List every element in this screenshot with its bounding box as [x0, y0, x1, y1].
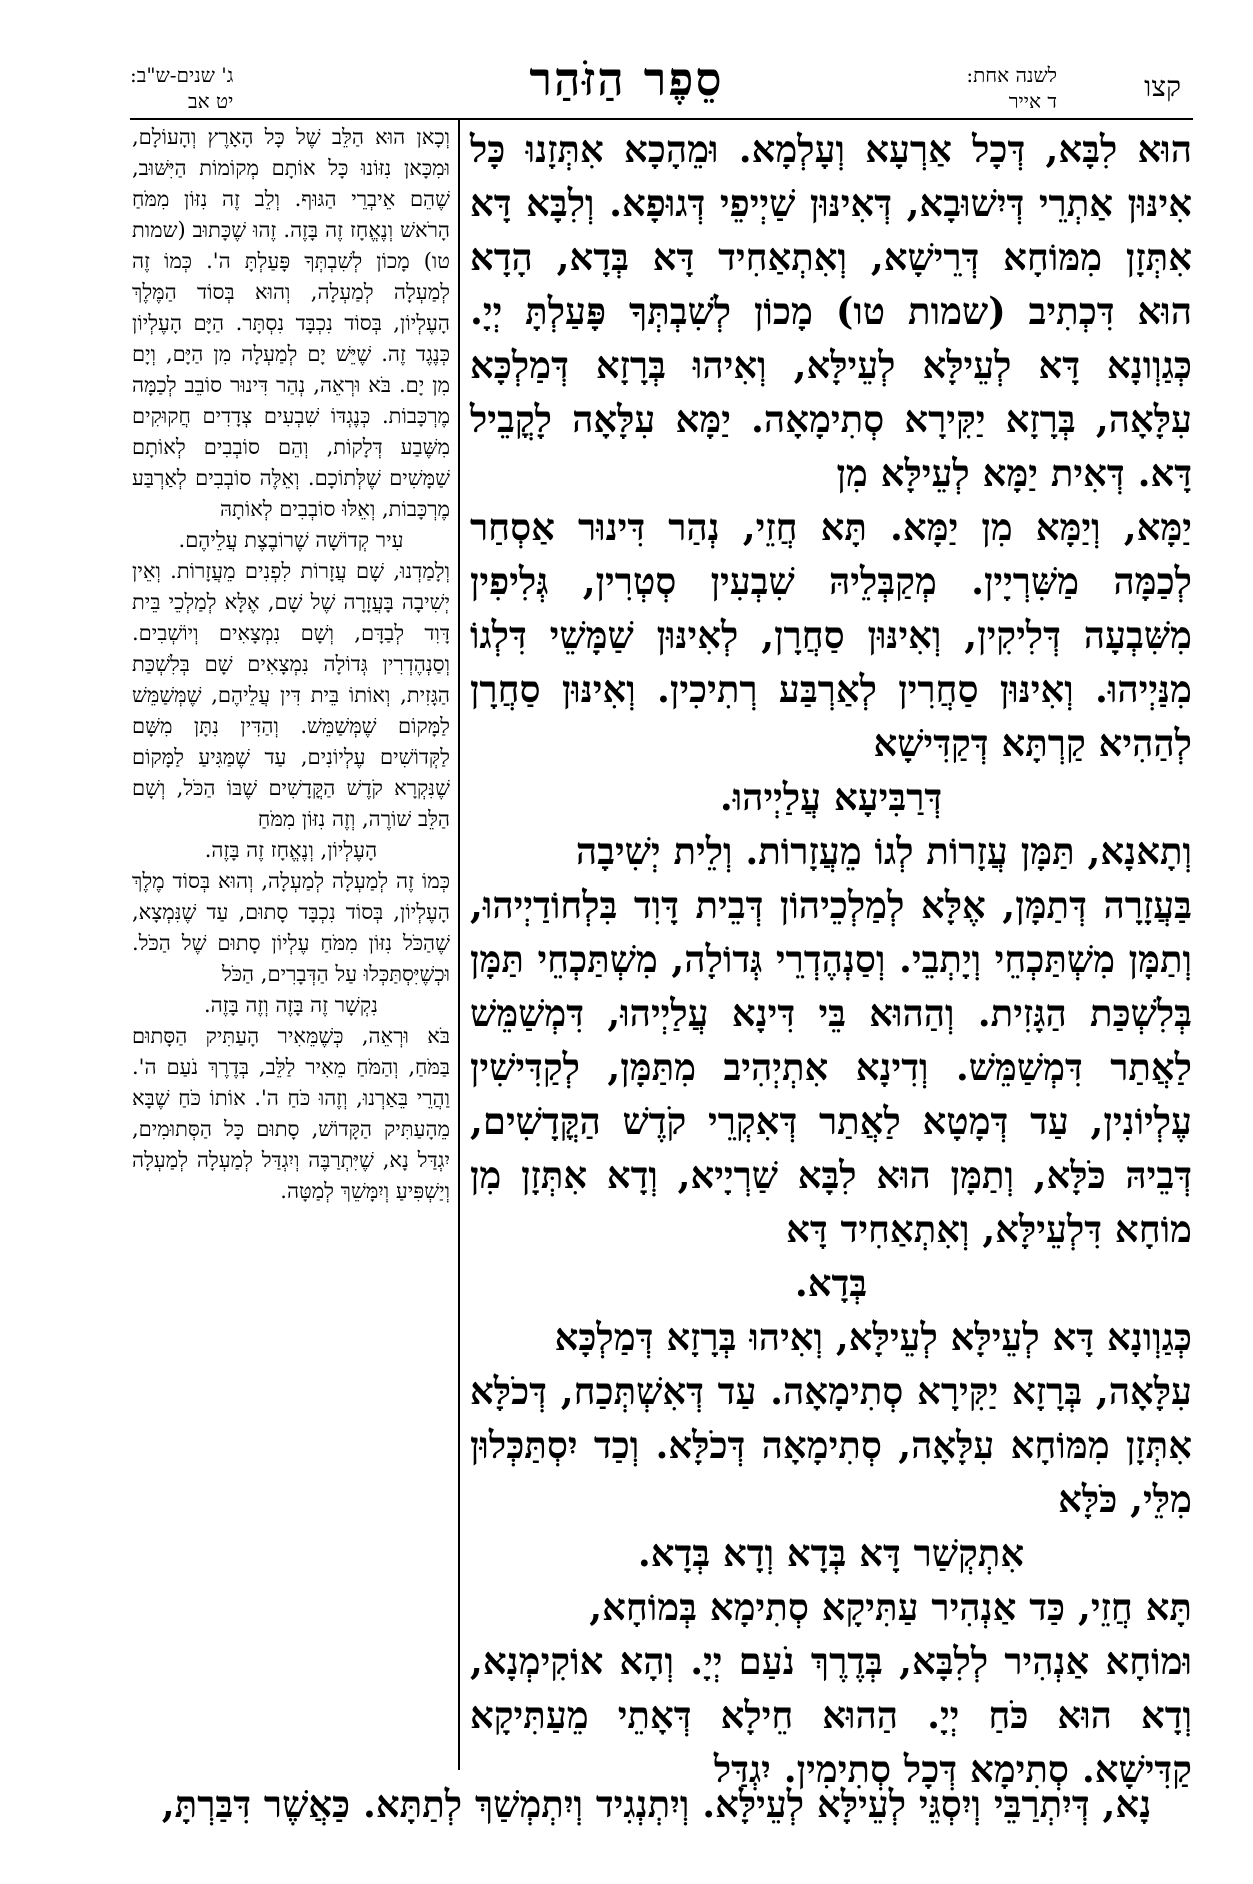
main-paragraph: יַמָּא, וְיַמָּא מִן יַמָּא. תָּא חֲזֵי, נְהַר דִּינוּר אַסְחַר לְכַמָּה מַשִּׁרְיָין. מְקַבְּלֵיהּ שִׁבְעִין סְטְרִין, גְּלִיפִין מִשִּׁבְעָה דְּלִיקִין, וְאִינּוּן סַחֲרָן, לְאִינּוּן שַׁמָּשֵׁי דִּלְגוֹ מִנַּיְיהוּ. וְאִינּוּן סַחֲרִין לְאַרְבַּע רְתִיכִין. וְאִינּוּן סַחֲרָן לְהַהִיא קַרְתָּא דְּקַדִּישָׁא [470, 505, 1192, 765]
side-paragraph: וְלָמַדְנוּ, שָׁם עֲזָרוֹת לִפְנִים מֵעֲזָרוֹת. וְאֵין יְשִׁיבָה בָּעֲזָרָה שֶׁל שָׁם, אֶלָּא לְמַלְכֵי בֵּית דָּוִד לְבַדָּם, וְשָׁם נִמְצָאִים וְיוֹשְׁבִים. וְסַנְהֶדְרִין גְּדוֹלָה נִמְצָאִים שָׁם בְּלִשְׁכַּת הַגָּזִית, וְאוֹתוֹ בֵּית דִּין עֲלֵיהֶם, שֶׁמְּשַׁמֵּשׁ לַמָּקוֹם שֶׁמְּשַׁמֵּשׁ. וְהַדִּין נִתָּן מִשָּׁם לַקְּדוֹשִׁים עֶלְיוֹנִים, עַד שֶׁמַּגִּיעַ לַמָּקוֹם שֶׁנִּקְרָא קֹדֶשׁ הַקֳּדָשִׁים שֶׁבּוֹ הַכֹּל, וְשָׁם הַלֵּב שׁוֹרֶה, וְזֶה נִזּוֹן מִמֹּחַ [132, 559, 450, 831]
main-paragraph-end: בְּדָא. [794, 1261, 868, 1305]
main-paragraph: וְתָאנָא, תַּמָּן עֲזָרוֹת לְגוֹ מֵעֲזָרוֹת. וְלֵית יְשִׁיבָה [575, 829, 1192, 873]
main-paragraph: כְּגַוְונָא דָּא לְעֵילָּא לְעֵילָּא, וְאִיהוּ בְּרָזָא דְּמַלְכָּא [554, 1315, 1192, 1359]
schedule-three-years-date: יט אב [188, 89, 234, 113]
page-number: קצו [1144, 70, 1181, 103]
side-paragraph: בֹּא וּרְאֵה, כְּשֶׁמֵּאִיר הָעַתִּיק הַסָּתוּם בַּמֹּחַ, וְהַמֹּחַ מֵאִיר לַלֵּב, בְּדֶרֶךְ נֹעַם ה'. וַהֲרֵי בֵּאַרְנוּ, וְזֶהוּ כֹּחַ ה'. אוֹתוֹ כֹּחַ שֶׁבָּא מֵהָעַתִּיק הַקָּדוֹשׁ, סָתוּם כָּל הַסְּתוּמִים, יִגְדַּל נָא, שֶׁיִּתְרַבֶּה וְיִגְדַּל לְמַעְלָה לְמַעְלָה וְיַשְׁפִּיעַ וְיִמָּשֵׁךְ לְמַטָּה. [132, 1024, 450, 1203]
main-paragraph: תָּא חֲזֵי, כַּד אַנְהִיר עַתִּיקָא סְתִימָא בְּמוֹחָא, [589, 1585, 1192, 1629]
main-paragraph: עִלָּאָה, בְּרָזָא יַקִּירָא סְתִימָאָה. עַד דְּאִשְׁתְּכַח, דְּכֹלָּא אִתְּזָן מִמּוֹחָא עִלָּאָה, סְתִימָאָה דְּכֹלָּא. וְכַד יִסְתַּכְּלוּן מִלֵּי, כֹּלָּא [470, 1369, 1192, 1521]
daily-schedule-three-years [130, 62, 233, 114]
main-paragraph: וּמוֹחָא אַנְהִיר לְלִבָּא, בְּדֶרֶךְ נֹעַם יְיָ. וְהָא אוֹקִימְנָא, וְדָא הוּא כֹּחַ יְיָ. הַהוּא חֵילָא דְּאָתֵי מֵעַתִּיקָא קַדִּישָׁא. סְתִימָא דְּכָל סְתִימִין. יִגְדַּל [470, 1639, 1192, 1791]
hebrew-translation-column [132, 122, 450, 1207]
side-paragraph-end: עִיר קְדוֹשָׁה שֶׁרוֹבֶצֶת עֲלֵיהֶם. [178, 528, 404, 552]
side-paragraph-end: נִקְשָׁר זֶה בָּזֶה וְזֶה בָּזֶה. [204, 993, 378, 1017]
schedule-one-year-label: לשנה אחת: [966, 63, 1057, 87]
main-paragraph: בַּעֲזָרָה דְּתַמָּן, אֶלָּא לְמַלְכֵיהוֹן דְּבֵית דָּוִד בִּלְחוֹדַיְיהוּ, וְתַמָּן מִשְׁתַּכְחֵי וְיָתְבֵי. וְסַנְהֶדְרֵי גְּדוֹלָה, מִשְׁתַּכְחֵי תַּמָּן בְּלִשְׁכַּת הַגָּזִית. וְהַהוּא בֵּי דִּינָא עֲלַיְיהוּ, דִּמְשַׁמֵּשׁ לַאֲתַר דִּמְשַׁמֵּשׁ. וְדִינָא אִתְיְהִיב מִתַּמָּן, לְקַדִּישִׁין עֶלְיוֹנִין, עַד דְּמָטָא לַאֲתַר דְּאִקְרֵי קֹדֶשׁ הַקֳּדָשִׁים, דְּבֵיהּ כֹּלָּא, וְתַמָּן הוּא לִבָּא שַׁרְיָיא, וְדָא אִתְּזָן מִן מוֹחָא דִּלְעֵילָּא, וְאִתְאַחִיד דָּא [470, 883, 1192, 1251]
header-rule [130, 118, 1193, 120]
main-paragraph: הוּא לִבָּא, דְּכָל אַרְעָא וְעָלְמָא. וּמֵהָכָא אִתְּזָנוּ כָּל אִינּוּן אַתְרֵי דְּיִשׁוּבָא, דְּאִינּוּן שַׁיְיפֵי דְּגוּפָא. וְלִבָּא דָּא אִתְּזָן מִמּוֹחָא דְּרֵישָׁא, וְאִתְאַחִיד דָּא בְּדָא, הָדָא הוּא דִּכְתִיב (שמות טו) מָכוֹן לְשִׁבְתְּךָ פָּעַלְתָּ יְיָ. כְּגַוְונָא דָּא לְעֵילָּא לְעֵילָּא, וְאִיהוּ בְּרָזָא דְּמַלְכָּא עִלָּאָה, בְּרָזָא יַקִּירָא סְתִימָאָה. יַמָּא עִלָּאָה לָקֳבֵיל דָּא. דְּאִית יַמָּא לְעֵילָּא מִן [470, 127, 1192, 495]
main-paragraph-end: אִתְקְשַׁר דָּא בְּדָא וְדָא בְּדָא. [637, 1531, 1025, 1575]
schedule-one-year-date: ד אייר [1008, 89, 1057, 113]
book-title: סֵפֶר הַזֹּהַר [529, 52, 724, 106]
column-divider [458, 120, 460, 1770]
side-paragraph: כְּמוֹ זֶה לְמַעְלָה לְמַעְלָה, וְהוּא בְּסוֹד מֶלֶךְ הָעֶלְיוֹן, בְּסוֹד נִכְבָּד סָתוּם, עַד שֶׁנִּמְצָא, שֶׁהַכֹּל נִזּוֹן מִמֹּחַ עֶלְיוֹן סָתוּם שֶׁל הַכֹּל. וּכְשֶׁיִּסְתַּכְּלוּ עַל הַדְּבָרִים, הַכֹּל [132, 869, 450, 986]
side-paragraph-end: הָעֶלְיוֹן, וְנֶאֱחָז זֶה בָּזֶה. [204, 838, 378, 862]
bottom-full-width-line: נָא, דְּיִתְרַבֵּי וְיִסְגֵּי לְעֵילָּא לְעֵילָּא. וְיִתְנְגִיד וְיִתְמְשַׁךְ לְתַתָּא. כַּאֲשֶׁר דִּבַּרְתָּ, [161, 1782, 1152, 1826]
aramaic-text-column [470, 122, 1192, 1796]
side-paragraph: וְכָאן הוּא הַלֵּב שֶׁל כָּל הָאָרֶץ וְהָעוֹלָם, וּמִכָּאן נִזּוֹנוּ כָּל אוֹתָם מְקוֹמוֹת הַיִּשּׁוּב, שֶׁהֵם אֵיבְרֵי הַגּוּף. וְלֵב זֶה נִזּוֹן מִמֹּחַ הָרֹאשׁ וְנֶאֱחָז זֶה בָּזֶה. זֶהוּ שֶׁכָּתוּב (שמות טו) מָכוֹן לְשִׁבְתְּךָ פָּעַלְתָּ ה'. כְּמוֹ זֶה לְמַעְלָה לְמַעְלָה, וְהוּא בְּסוֹד הַמֶּלֶךְ הָעֶלְיוֹן, בְּסוֹד נִכְבָּד נִסְתָּר. הַיָּם הָעֶלְיוֹן כְּנֶגֶד זֶה. שֶׁיֵּשׁ יָם לְמַעְלָה מִן הַיָּם, וְיָם מִן יָם. בֹּא וּרְאֵה, נְהַר דִּינוּר סוֹבֵב לְכַמָּה מֶרְכָּבוֹת. כְּנֶגְדּוֹ שִׁבְעִים צְדָדִים חֲקוּקִים מִשֶּׁבַע דְּלָקוֹת, וְהֵם סוֹבְבִים לְאוֹתָם שַׁמָּשִׁים שֶׁלְּתוֹכָם. וְאֵלֶּה סוֹבְבִים לְאַרְבַּע מֶרְכָּבוֹת, וְאֵלּוּ סוֹבְבִים לְאוֹתָהּ [132, 125, 450, 521]
schedule-three-years-label: ג' שנים-ש"ב: [130, 63, 234, 87]
main-paragraph-end: דְּרַבִּיעָא עֲלַיְיהוּ. [719, 775, 943, 819]
